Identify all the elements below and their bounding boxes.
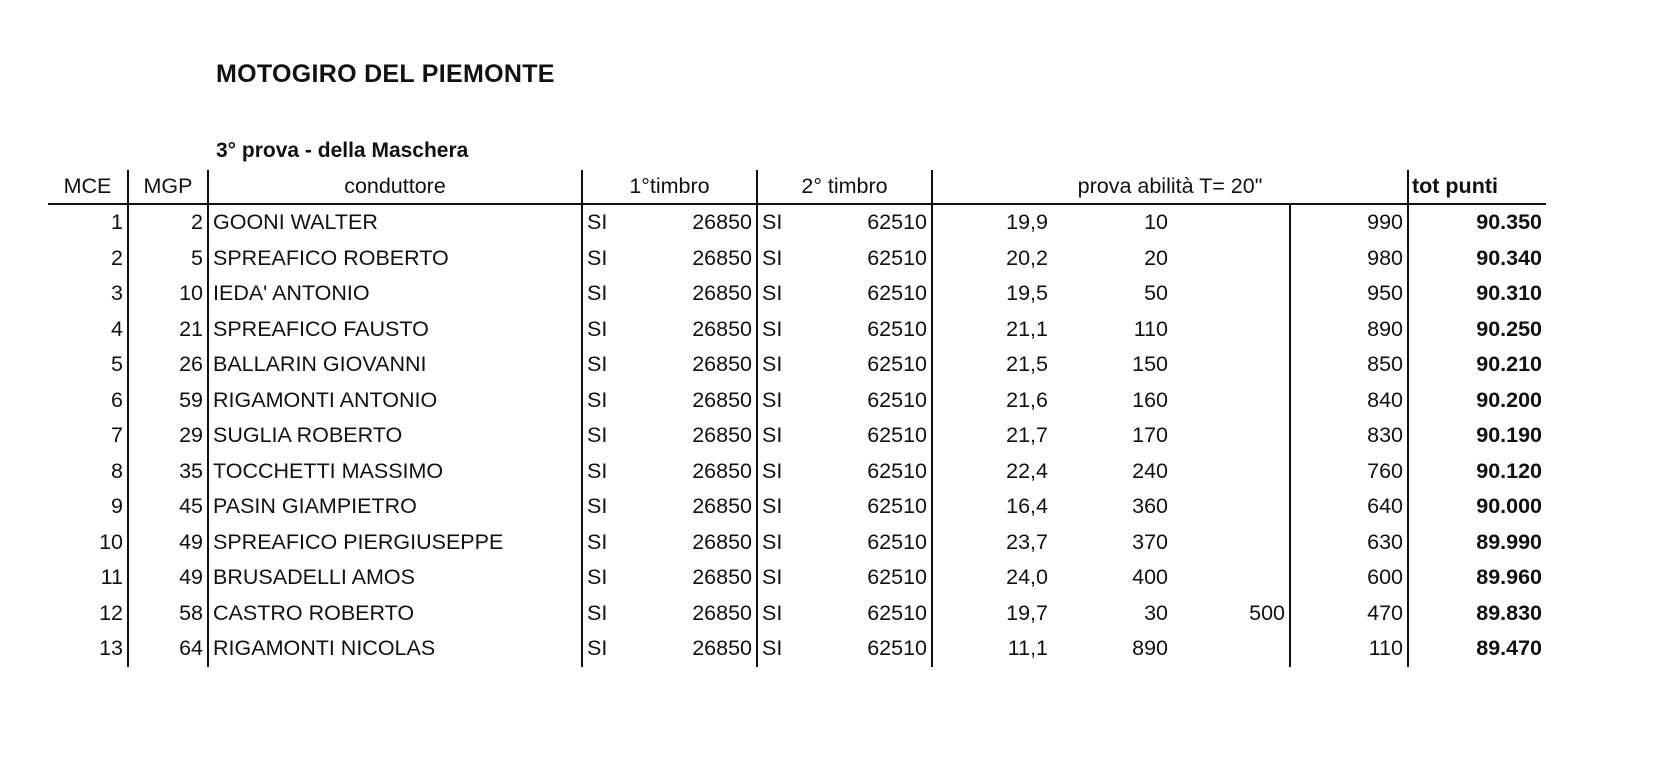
table-row [48,525,1546,561]
cell-prova-points: 640 [1290,489,1408,525]
cell-prova-extra [1172,241,1290,277]
cell-timbro-1-value: 26850 [692,565,752,590]
cell-conduttore: CASTRO ROBERTO [208,596,582,632]
cell-prova-time: 19,9 [932,204,1052,241]
header-timbro-1: 1°timbro [582,170,757,204]
cell-timbro-2-flag: SI [757,525,797,561]
cell-conduttore: PASIN GIAMPIETRO [208,489,582,525]
cell-mce: 1 [111,210,123,235]
cell-timbro-2-flag: SI [757,383,797,419]
cell-prova-penalty: 360 [1132,494,1168,519]
cell-conduttore: SUGLIA ROBERTO [208,418,582,454]
cell-tot-punti: 90.000 [1408,489,1546,525]
cell-prova-penalty: 50 [1144,281,1168,306]
cell-timbro-2-flag: SI [757,347,797,383]
cell-timbro-2-flag: SI [757,418,797,454]
cell-tot-punti: 89.470 [1408,631,1546,667]
cell-timbro-2-value: 62510 [867,210,927,235]
cell-prova-points: 840 [1290,383,1408,419]
cell-mce: 10 [99,529,123,554]
cell-mce: 6 [111,387,123,412]
cell-prova-extra [1172,525,1290,561]
cell-timbro-2-flag: SI [757,489,797,525]
cell-tot-punti: 89.830 [1408,596,1546,632]
cell-mgp: 45 [128,489,208,525]
table-row [48,276,1546,312]
cell-timbro-2-flag: SI [757,204,797,241]
cell-timbro-1-flag: SI [582,631,622,667]
cell-timbro-1-value: 26850 [692,636,752,661]
cell-prova-penalty: 10 [1144,210,1168,235]
cell-timbro-1-value: 26850 [692,316,752,341]
table-row [48,454,1546,490]
cell-conduttore: GOONI WALTER [208,204,582,241]
cell-prova-points: 470 [1290,596,1408,632]
cell-timbro-2-value: 62510 [867,281,927,306]
cell-timbro-2-flag: SI [757,241,797,277]
cell-timbro-2-value: 62510 [867,494,927,519]
cell-conduttore: BRUSADELLI AMOS [208,560,582,596]
table-row [48,312,1546,348]
cell-prova-extra [1172,489,1290,525]
cell-timbro-2-value: 62510 [867,387,927,412]
cell-prova-extra [1172,454,1290,490]
cell-tot-punti: 90.120 [1408,454,1546,490]
header-mgp: MGP [128,170,208,204]
table-row [48,241,1546,277]
cell-prova-points: 830 [1290,418,1408,454]
cell-prova-points: 980 [1290,241,1408,277]
cell-tot-punti: 90.210 [1408,347,1546,383]
cell-prova-points: 990 [1290,204,1408,241]
cell-prova-penalty: 400 [1132,565,1168,590]
cell-timbro-2-value: 62510 [867,565,927,590]
cell-timbro-2-flag: SI [757,631,797,667]
cell-conduttore: SPREAFICO PIERGIUSEPPE [208,525,582,561]
cell-mgp: 2 [128,204,208,241]
cell-timbro-1-flag: SI [582,383,622,419]
cell-prova-time: 20,2 [932,241,1052,277]
cell-prova-extra [1172,631,1290,667]
table-row [48,204,1546,241]
cell-mce: 12 [99,600,123,625]
cell-prova-penalty: 890 [1132,636,1168,661]
table-row [48,347,1546,383]
cell-prova-extra [1172,347,1290,383]
cell-prova-extra [1172,418,1290,454]
cell-tot-punti: 90.340 [1408,241,1546,277]
header-conduttore: conduttore [208,170,582,204]
cell-timbro-1-flag: SI [582,204,622,241]
header-prova-abilita: prova abilità T= 20" [932,170,1408,204]
cell-mgp: 5 [128,241,208,277]
cell-mgp: 26 [128,347,208,383]
cell-conduttore: TOCCHETTI MASSIMO [208,454,582,490]
cell-prova-penalty: 150 [1132,352,1168,377]
cell-mce: 3 [111,281,123,306]
cell-timbro-2-value: 62510 [867,636,927,661]
cell-mgp: 21 [128,312,208,348]
cell-prova-penalty: 160 [1132,387,1168,412]
document-subtitle: 3° prova - della Maschera [216,139,469,162]
cell-tot-punti: 89.960 [1408,560,1546,596]
cell-conduttore: RIGAMONTI NICOLAS [208,631,582,667]
cell-prova-points: 630 [1290,525,1408,561]
cell-mce: 7 [111,423,123,448]
cell-tot-punti: 90.200 [1408,383,1546,419]
cell-prova-penalty: 240 [1132,458,1168,483]
cell-prova-penalty: 20 [1144,245,1168,270]
cell-prova-penalty: 170 [1132,423,1168,448]
cell-mce: 13 [99,636,123,661]
table-header-row [48,170,1546,204]
table-row [48,560,1546,596]
cell-prova-extra [1172,383,1290,419]
cell-timbro-2-value: 62510 [867,458,927,483]
cell-prova-time: 22,4 [932,454,1052,490]
header-timbro-2: 2° timbro [757,170,932,204]
cell-prova-time: 21,5 [932,347,1052,383]
cell-mgp: 35 [128,454,208,490]
cell-prova-time: 19,7 [932,596,1052,632]
cell-prova-time: 21,6 [932,383,1052,419]
cell-timbro-1-value: 26850 [692,494,752,519]
table-row [48,596,1546,632]
cell-mce: 4 [111,316,123,341]
cell-prova-time: 23,7 [932,525,1052,561]
cell-mgp: 58 [128,596,208,632]
table-row [48,418,1546,454]
cell-prova-penalty: 110 [1133,316,1168,341]
cell-prova-points: 110 [1290,631,1408,667]
cell-prova-points: 760 [1290,454,1408,490]
cell-conduttore: IEDA' ANTONIO [208,276,582,312]
table-row [48,383,1546,419]
cell-tot-punti: 89.990 [1408,525,1546,561]
cell-tot-punti: 90.190 [1408,418,1546,454]
cell-prova-time: 16,4 [932,489,1052,525]
cell-prova-points: 600 [1290,560,1408,596]
cell-mce: 8 [111,458,123,483]
cell-timbro-1-flag: SI [582,312,622,348]
cell-prova-extra [1172,204,1290,241]
cell-timbro-1-value: 26850 [692,529,752,554]
cell-timbro-1-value: 26850 [692,458,752,483]
cell-timbro-2-value: 62510 [867,316,927,341]
cell-prova-time: 19,5 [932,276,1052,312]
cell-conduttore: SPREAFICO FAUSTO [208,312,582,348]
cell-prova-time: 24,0 [932,560,1052,596]
document-title: MOTOGIRO DEL PIEMONTE [216,60,555,88]
cell-prova-extra [1172,276,1290,312]
cell-timbro-2-flag: SI [757,454,797,490]
cell-timbro-2-value: 62510 [867,423,927,448]
header-tot-punti: tot punti [1408,170,1546,204]
cell-timbro-1-flag: SI [582,560,622,596]
cell-tot-punti: 90.250 [1408,312,1546,348]
cell-mce: 11 [100,565,123,590]
cell-mgp: 49 [128,560,208,596]
cell-conduttore: RIGAMONTI ANTONIO [208,383,582,419]
cell-mgp: 59 [128,383,208,419]
cell-conduttore: BALLARIN GIOVANNI [208,347,582,383]
results-table [48,170,1546,667]
cell-timbro-1-flag: SI [582,596,622,632]
cell-prova-penalty: 370 [1132,529,1168,554]
cell-mce: 2 [111,245,123,270]
cell-timbro-2-flag: SI [757,276,797,312]
cell-timbro-1-flag: SI [582,489,622,525]
cell-prova-penalty: 30 [1144,600,1168,625]
cell-timbro-1-flag: SI [582,276,622,312]
cell-timbro-1-value: 26850 [692,423,752,448]
cell-prova-time: 21,7 [932,418,1052,454]
cell-timbro-1-flag: SI [582,525,622,561]
cell-mce: 5 [111,352,123,377]
cell-timbro-1-value: 26850 [692,600,752,625]
cell-mgp: 29 [128,418,208,454]
cell-prova-extra: 500 [1249,600,1285,625]
cell-tot-punti: 90.350 [1408,204,1546,241]
cell-timbro-1-value: 26850 [692,281,752,306]
cell-timbro-1-flag: SI [582,454,622,490]
cell-timbro-2-value: 62510 [867,529,927,554]
header-mce: MCE [48,170,128,204]
cell-timbro-2-value: 62510 [867,352,927,377]
cell-timbro-1-value: 26850 [692,210,752,235]
cell-timbro-2-value: 62510 [867,245,927,270]
cell-timbro-2-flag: SI [757,596,797,632]
cell-prova-extra [1172,560,1290,596]
cell-prova-extra [1172,312,1290,348]
cell-timbro-1-flag: SI [582,418,622,454]
table-row [48,489,1546,525]
cell-timbro-2-flag: SI [757,560,797,596]
cell-prova-points: 850 [1290,347,1408,383]
cell-timbro-2-flag: SI [757,312,797,348]
cell-mgp: 49 [128,525,208,561]
cell-prova-points: 890 [1290,312,1408,348]
cell-prova-time: 11,1 [932,631,1052,667]
cell-timbro-1-value: 26850 [692,387,752,412]
table-row [48,631,1546,667]
cell-timbro-2-value: 62510 [867,600,927,625]
cell-tot-punti: 90.310 [1408,276,1546,312]
cell-timbro-1-flag: SI [582,241,622,277]
cell-timbro-1-value: 26850 [692,245,752,270]
cell-mgp: 64 [128,631,208,667]
cell-mce: 9 [111,494,123,519]
cell-mgp: 10 [128,276,208,312]
cell-timbro-1-value: 26850 [692,352,752,377]
cell-prova-time: 21,1 [932,312,1052,348]
cell-prova-points: 950 [1290,276,1408,312]
cell-conduttore: SPREAFICO ROBERTO [208,241,582,277]
cell-timbro-1-flag: SI [582,347,622,383]
